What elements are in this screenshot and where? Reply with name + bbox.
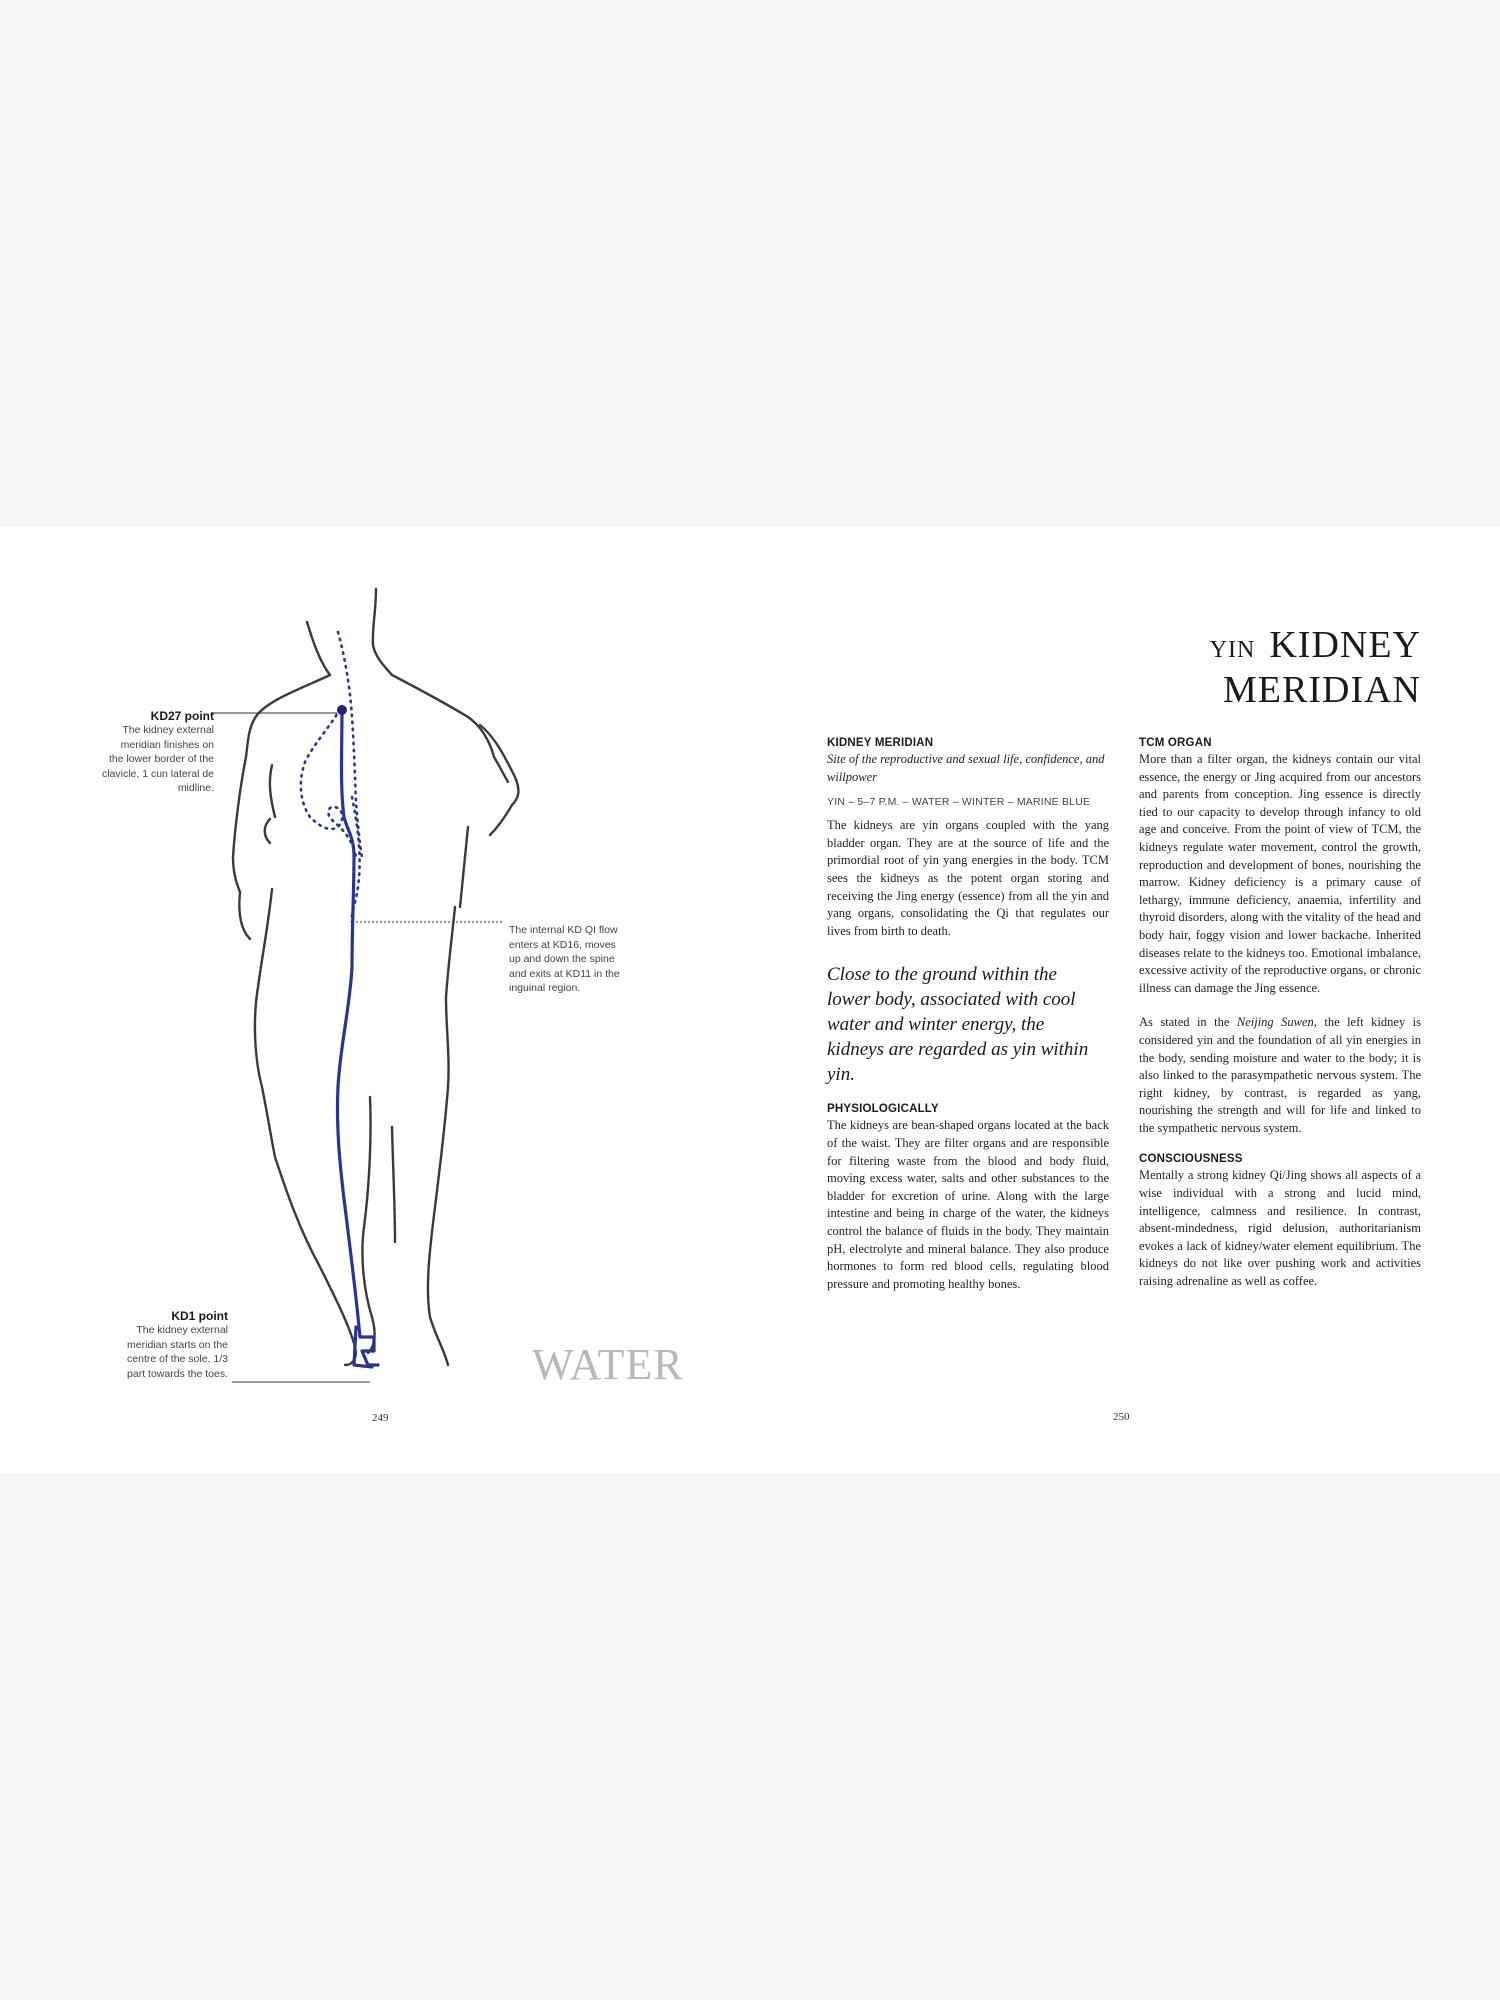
meridian-subtitle: Site of the reproductive and sexual life, confidence, and willpower bbox=[827, 752, 1105, 784]
kd27-line: clavicle, 1 cun lateral de bbox=[101, 767, 214, 780]
section-heading-physiologically: PHYSIOLOGICALLY bbox=[827, 1103, 939, 1116]
kidney-meridian-line-icon bbox=[337, 710, 378, 1367]
kd1-title: KD1 point bbox=[171, 1309, 228, 1323]
neijing-text-before: As stated in the bbox=[1139, 1015, 1237, 1030]
book-spread bbox=[0, 527, 1500, 1473]
kd27-annotation bbox=[62, 709, 214, 796]
internal-flow-line: up and down the spine bbox=[509, 953, 615, 965]
page-number-right: 250 bbox=[1113, 1411, 1130, 1423]
text-column-left bbox=[827, 735, 1109, 1293]
title-prefix: YIN bbox=[1209, 637, 1256, 663]
element-label-water: WATER bbox=[532, 1340, 684, 1389]
section-heading-kidney-meridian: KIDNEY MERIDIAN bbox=[827, 737, 934, 749]
title-line-1: KIDNEY bbox=[1269, 624, 1421, 666]
kd1-annotation bbox=[78, 1309, 228, 1381]
kd1-line: The kidney external bbox=[136, 1324, 228, 1336]
kd1-line: centre of the sole, 1/3 bbox=[127, 1353, 228, 1365]
text-column-right bbox=[1139, 735, 1421, 1291]
internal-flow-line: The internal KD QI flow bbox=[509, 924, 618, 936]
page-title bbox=[1210, 625, 1421, 710]
neijing-text-after: , the left kidney is considered yin and the foundation of all yin energies in the body, sending moisture and water to the body; it is also linked to the parasympathetic nervous system. The right kidney, by contrast, is regarded as yang, nourishing the strength and will for life and linked to the sympathetic nervous system. bbox=[1139, 1015, 1421, 1135]
kd1-line: part towards the toes. bbox=[127, 1367, 228, 1380]
kd27-line: meridian finishes on bbox=[120, 738, 214, 751]
kd27-point-marker bbox=[337, 705, 347, 715]
meridian-attributes: YIN – 5–7 P.M. – WATER – WINTER – MARINE BLUE bbox=[827, 796, 1091, 809]
kd27-title: KD27 point bbox=[150, 709, 214, 723]
title-line-2: MERIDIAN bbox=[1223, 669, 1421, 711]
consciousness-paragraph: Mentally a strong kidney Qi/Jing shows all aspects of a wise individual with a strong and lucid mind, intelligence, calmness and resilience. In contrast, absent-mindedness, rigid delusion, authoritarianism evokes a lack of kidney/water element equilibrium. The kidneys do not like over pushing work and activities raising adrenaline as well as coffee. bbox=[1139, 1168, 1421, 1289]
internal-flow-line: inguinal region. bbox=[509, 982, 581, 994]
kd27-line: The kidney external bbox=[122, 724, 214, 736]
neijing-paragraph bbox=[1139, 1014, 1421, 1137]
kd27-line: midline. bbox=[177, 782, 214, 794]
kd27-line: the lower border of the bbox=[108, 753, 214, 765]
internal-flow-line: enters at KD16, moves bbox=[509, 938, 616, 951]
human-body-outline-icon bbox=[233, 589, 518, 1365]
tcm-paragraph: More than a filter organ, the kidneys contain our vital essence, the energy or Jing acquired from our ancestors and parents from conception. Jing essence is directly tied to our capacity to develop through infancy to old age and conceive. From the point of view of TCM, the kidneys regulate water movement, control the growth, reproduction and development of bones, nourishing the marrow. Kidney deficiency is a primary cause of lethargy, immune deficiency, anaemia, infertility and thyroid disorders, along with the vitality of the head and body hair, foggy vision and lower backache. Inherited diseases relate to the kidneys too. Emotional imbalance, excessive activity of the reproductive organs, or chronic illness can damage the Jing essence. bbox=[1139, 752, 1421, 995]
internal-flow-line: and exits at KD11 in the bbox=[509, 967, 620, 980]
pull-quote: Close to the ground within the lower body, associated with cool water and winter energy, the kidneys are regarded as yin within yin. bbox=[827, 964, 1089, 1086]
section-heading-consciousness: CONSCIOUSNESS bbox=[1139, 1153, 1243, 1166]
page-number-left: 249 bbox=[372, 1412, 389, 1424]
physiologically-paragraph: The kidneys are bean-shaped organs located at the back of the waist. They are filter organs and are responsible for filtering waste from the blood and body fluid, moving excess water, salts and other substances to the bladder for excretion of urine. Along with the large intestine and being in charge of the water, the kidneys control the balance of fluids in the body. They maintain pH, electrolyte and mineral balance. They also produce hormones to form red blood cells, regulating blood pressure and promoting healthy bones. bbox=[827, 1118, 1109, 1291]
intro-paragraph: The kidneys are yin organs coupled with the yang bladder organ. They are at the source of life and the primordial root of yin yang energies in the body. TCM sees the kidneys as the potent organ storing and receiving the Jing energy (essence) from all the yin and yang organs, consolidating the Qi that regulates our lives from birth to death. bbox=[827, 818, 1109, 938]
kd1-line: meridian starts on the bbox=[127, 1338, 228, 1351]
internal-flow-annotation bbox=[509, 923, 649, 996]
section-heading-tcm-organ: TCM ORGAN bbox=[1139, 737, 1212, 749]
neijing-book-title: Neijing Suwen bbox=[1236, 1015, 1314, 1030]
